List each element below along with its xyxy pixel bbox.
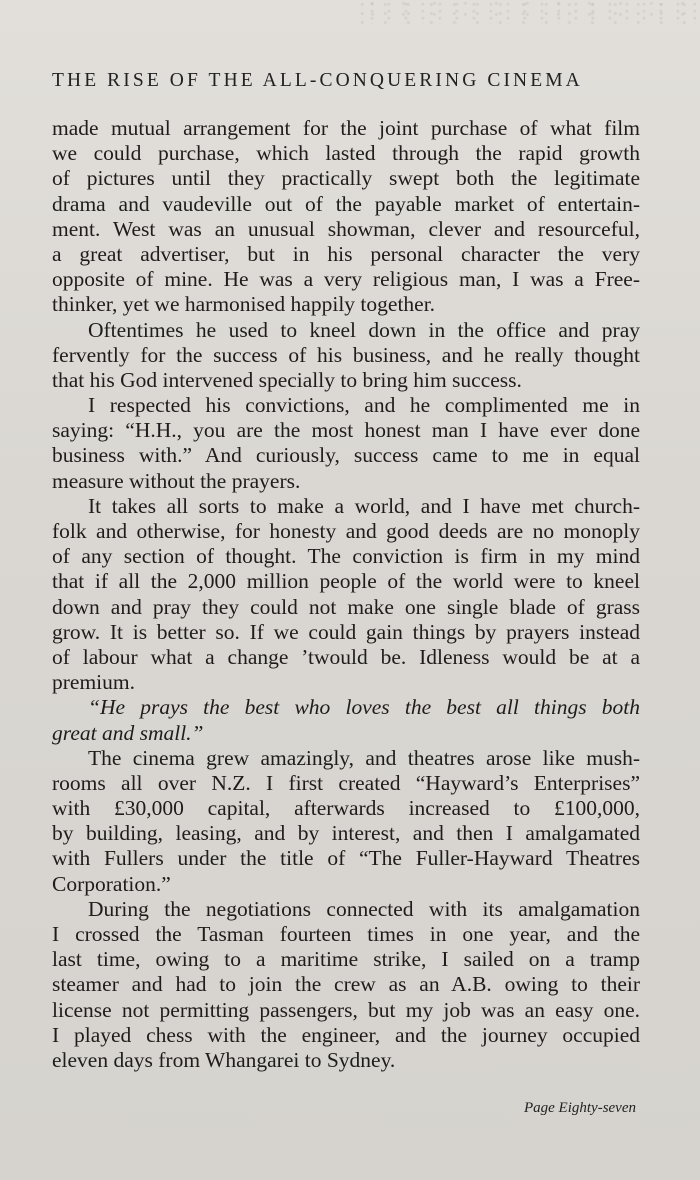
text-line: that his God intervened specially to bring him success. xyxy=(52,367,522,392)
text-line: by building, leasing, and by interest, and then I amalgamated xyxy=(52,821,640,846)
text-line: grow. It is better so. If we could gain things by prayers instead xyxy=(52,619,640,644)
text-line: great and small.” xyxy=(52,720,204,745)
text-line: of labour what a change ’twould be. Idleness would be at a xyxy=(52,644,640,669)
text-line: It takes all sorts to make a world, and I have met church- xyxy=(88,493,640,518)
text-line: I respected his convictions, and he complimented me in xyxy=(88,393,640,418)
paper-speckle xyxy=(360,0,700,24)
text-line: of pictures until they practically swept both the legitimate xyxy=(52,166,640,191)
text-line: license not permitting passengers, but my job was an easy one. xyxy=(52,997,640,1022)
text-line: folk and otherwise, for honesty and good deeds are no monoply xyxy=(52,519,640,543)
text-line: last time, owing to a maritime strike, I sailed on a tramp xyxy=(52,947,640,972)
text-line: rooms all over N.Z. I first created “Hayward’s Enterprises” xyxy=(52,770,640,795)
text-line: measure without the prayers. xyxy=(52,468,301,493)
text-line: premium. xyxy=(52,670,135,695)
text-line: thinker, yet we harmonised happily together. xyxy=(52,292,436,317)
running-head: THE RISE OF THE ALL-CONQUERING CINEMA xyxy=(52,70,583,91)
body-text xyxy=(52,116,640,1073)
text-line: of any section of thought. The conviction is firm in my mind xyxy=(52,544,640,569)
text-line: ment. West was an unusual showman, clever and resourceful, xyxy=(52,216,640,241)
text-line: with Fullers under the title of “The Fuller-Hayward Theatres xyxy=(52,846,640,871)
text-line: down and pray they could not make one single blade of grass xyxy=(52,594,640,619)
text-line: “He prays the best who loves the best all things both xyxy=(88,695,640,720)
text-line: steamer and had to join the crew as an A.B. owing to their xyxy=(52,972,640,997)
text-line: The cinema grew amazingly, and theatres arose like mush- xyxy=(88,745,640,770)
text-line: business with.” And curiously, success came to me in equal xyxy=(52,443,640,468)
text-line: eleven days from Whangarei to Sydney. xyxy=(52,1047,396,1072)
page-number: Page Eighty-seven xyxy=(523,1100,636,1116)
text-line: we could purchase, which lasted through the rapid growth xyxy=(52,141,640,166)
text-line: with £30,000 capital, afterwards increased to £100,000, xyxy=(52,796,640,821)
text-line: Corporation.” xyxy=(52,871,171,896)
text-line: opposite of mine. He was a very religious man, I was a Free- xyxy=(52,267,640,292)
text-line: that if all the 2,000 million people of the world were to kneel xyxy=(52,569,640,594)
text-line: During the negotiations connected with its amalgamation xyxy=(88,896,640,921)
text-line: I played chess with the engineer, and the journey occupied xyxy=(52,1022,640,1047)
text-line: a great advertiser, but in his personal character the very xyxy=(52,241,640,266)
text-line: saying: “H.H., you are the most honest man I have ever done xyxy=(52,418,640,443)
text-line: made mutual arrangement for the joint purchase of what film xyxy=(52,116,640,140)
text-line: fervently for the success of his business, and he really thought xyxy=(52,342,640,367)
text-line: I crossed the Tasman fourteen times in one year, and the xyxy=(52,922,640,946)
text-line: drama and vaudeville out of the payable market of entertain- xyxy=(52,191,640,216)
text-line: Oftentimes he used to kneel down in the office and pray xyxy=(88,317,640,342)
